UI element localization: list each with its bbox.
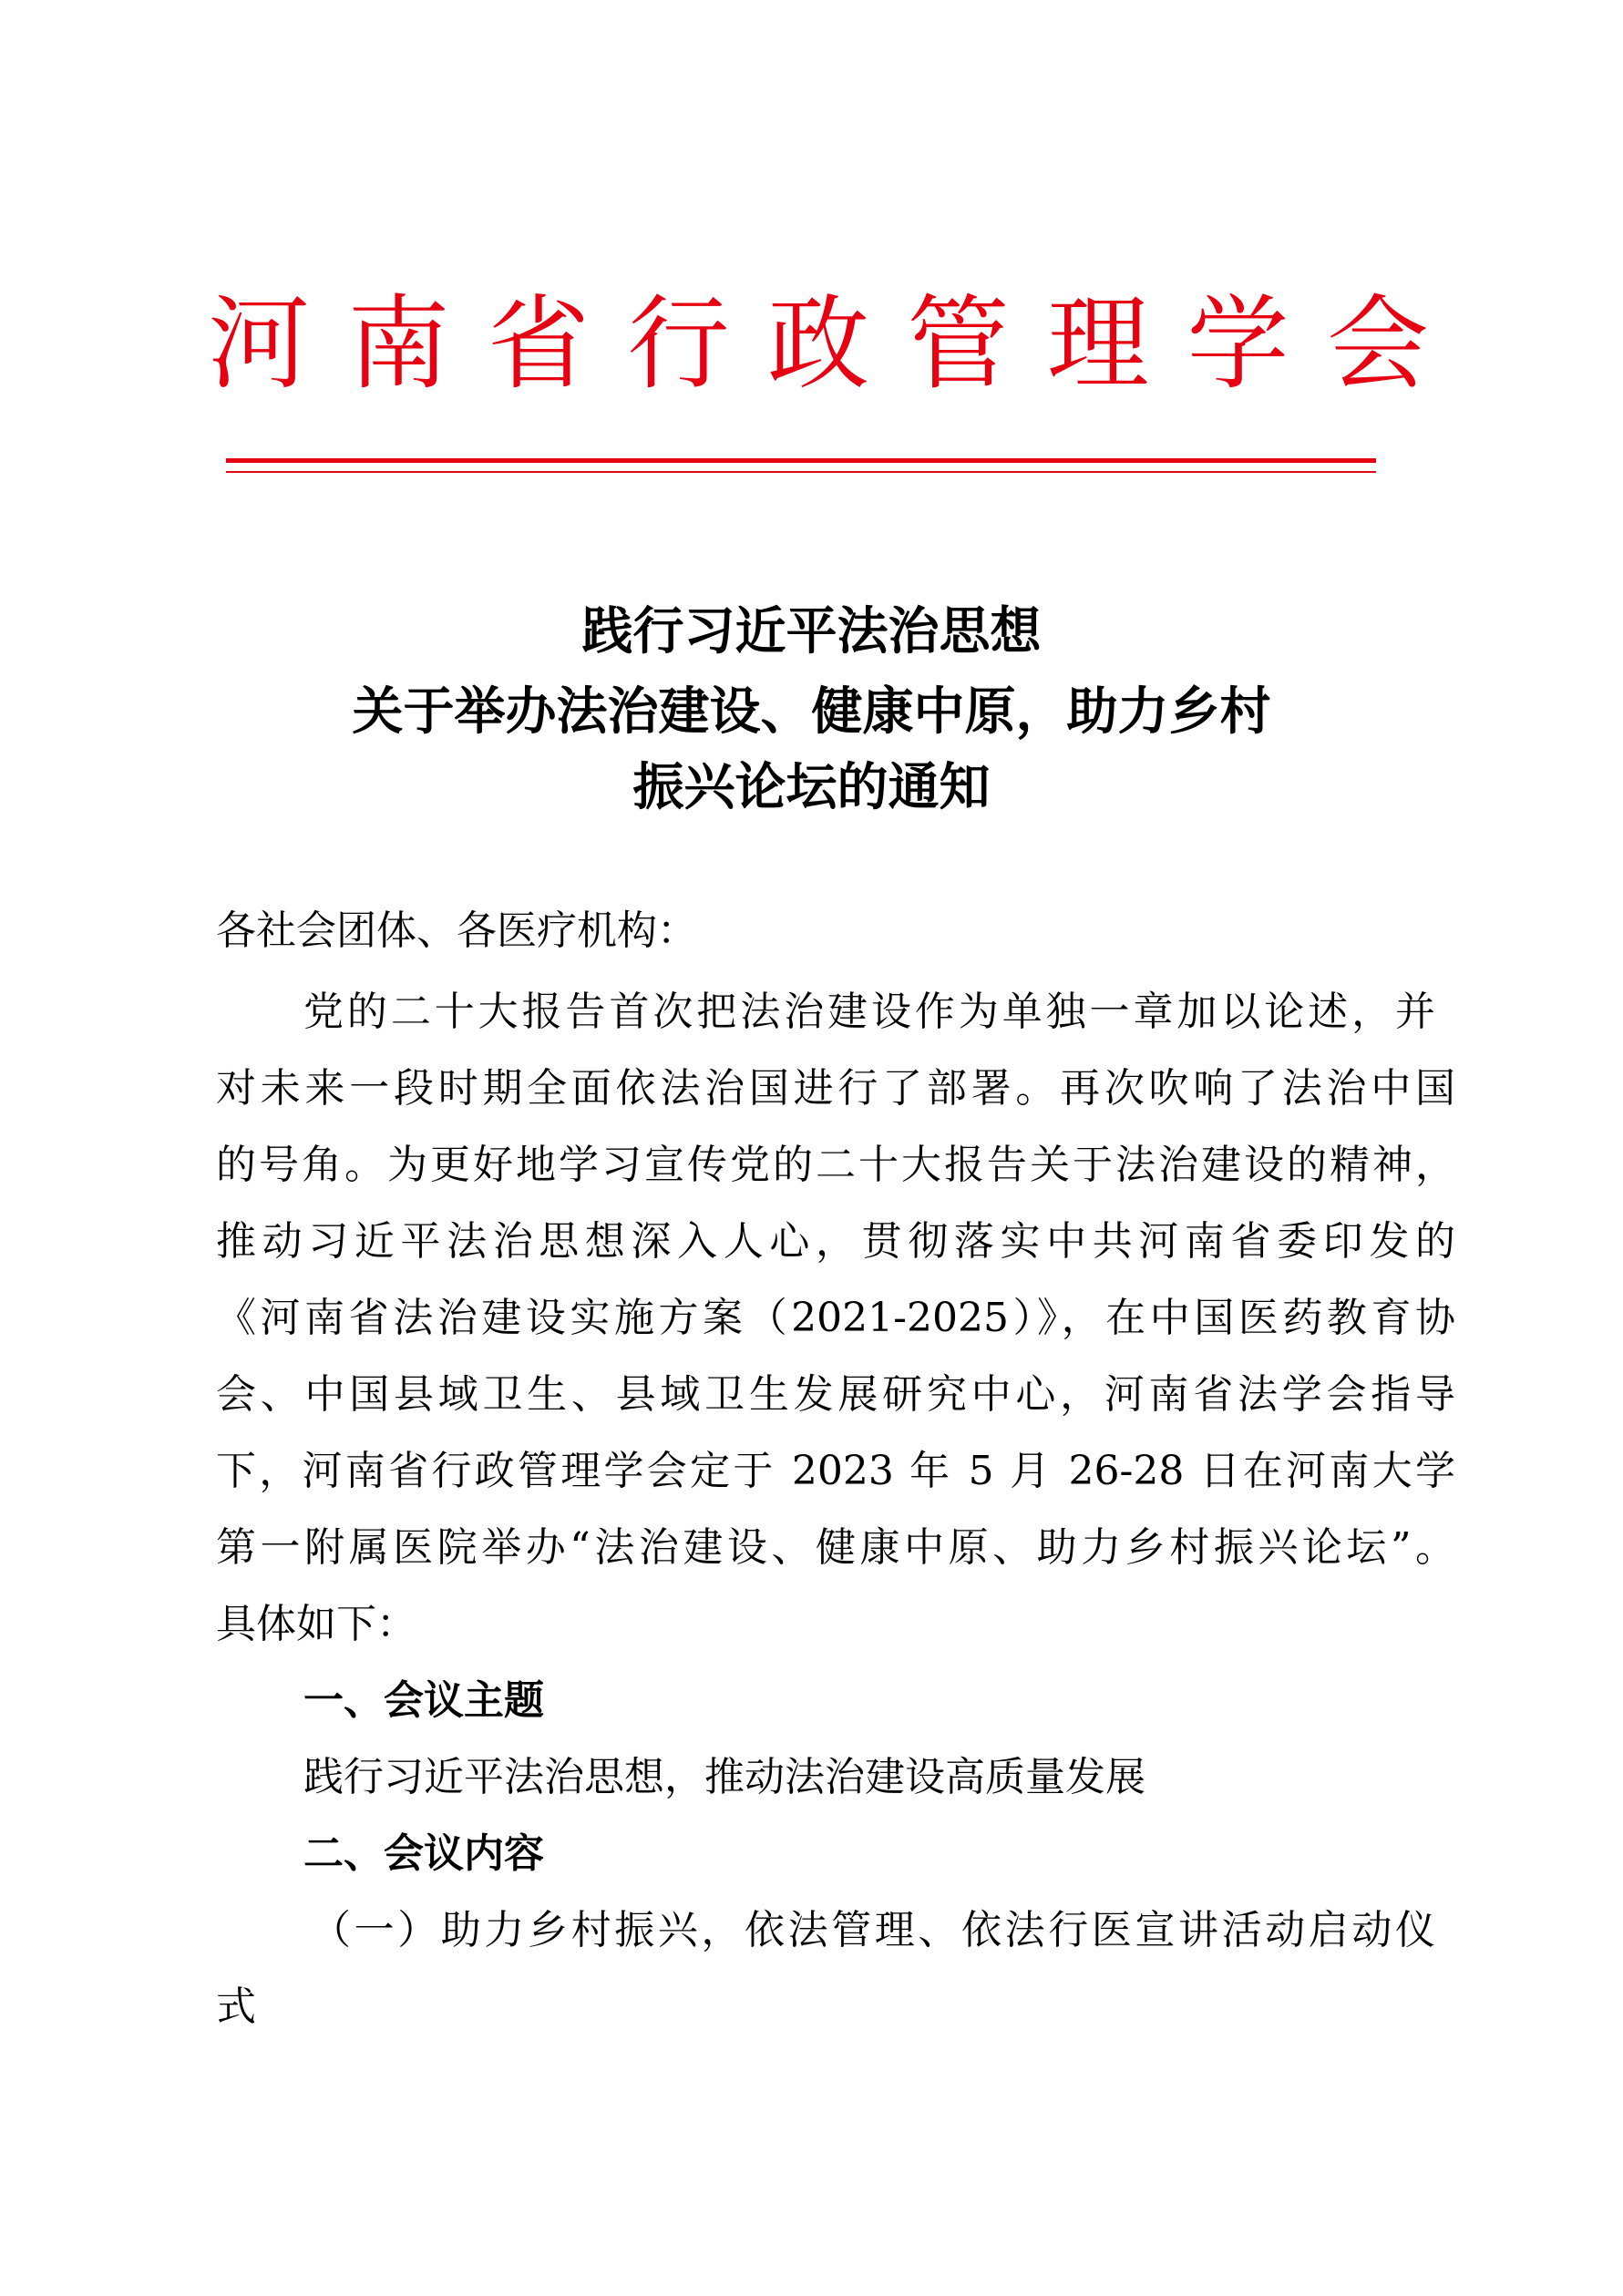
letterhead-org-name [208, 281, 1429, 408]
letterhead-rule-thin [226, 471, 1376, 473]
list-item-line: 式 [216, 1983, 256, 2030]
list-item-line: （一）助力乡村振兴，依法管理、依法行医宣讲活动启动仪 [311, 1907, 1435, 1953]
paragraph-line: 下，河南省行政管理学会定于 2023 年 5 月 26-28 日在河南大学 [216, 1448, 1455, 1494]
letterhead-char: 南 [347, 285, 450, 404]
letterhead-char: 河 [208, 285, 310, 404]
paragraph-line: 会、中国县域卫生、县域卫生发展研究中心，河南省法学会指导 [216, 1371, 1455, 1418]
letterhead-rule-thick [226, 458, 1376, 463]
letterhead-char: 管 [907, 285, 1010, 404]
paragraph-line: 推动习近平法治思想深入人心，贯彻落实中共河南省委印发的 [216, 1218, 1455, 1265]
paragraph-line: 《河南省法治建设实施方案（2021-2025）》，在中国医药教育协 [216, 1295, 1455, 1341]
paragraph-line: 党的二十大报告首次把法治建设作为单独一章加以论述，并 [303, 989, 1435, 1035]
letterhead-char: 政 [767, 285, 869, 404]
letterhead-char: 会 [1327, 285, 1429, 404]
document-title-line-2: 关于举办法治建设、健康中原，助力乡村 [352, 682, 1271, 742]
letterhead-char: 省 [488, 285, 590, 404]
section-heading-theme: 一、会议主题 [303, 1677, 544, 1724]
paragraph-line: 具体如下： [216, 1601, 416, 1647]
letterhead-char: 行 [627, 285, 730, 404]
document-title-line-3: 振兴论坛的通知 [632, 758, 991, 817]
paragraph-line: 的号角。为更好地学习宣传党的二十大报告关于法治建设的精神， [216, 1142, 1455, 1188]
paragraph-line: 对未来一段时期全面依法治国进行了部署。再次吹响了法治中国 [216, 1065, 1455, 1112]
document-title-line-1: 践行习近平法治思想 [581, 602, 1042, 661]
letterhead-char: 理 [1047, 285, 1149, 404]
section-text-theme: 践行习近平法治思想，推动法治建设高质量发展 [303, 1754, 1145, 1800]
paragraph-line: 第一附属医院举办“法治建设、健康中原、助力乡村振兴论坛”。 [216, 1524, 1455, 1571]
salutation: 各社会团体、各医疗机构： [216, 907, 697, 954]
letterhead-char: 学 [1186, 285, 1289, 404]
section-heading-content: 二、会议内容 [303, 1830, 544, 1877]
